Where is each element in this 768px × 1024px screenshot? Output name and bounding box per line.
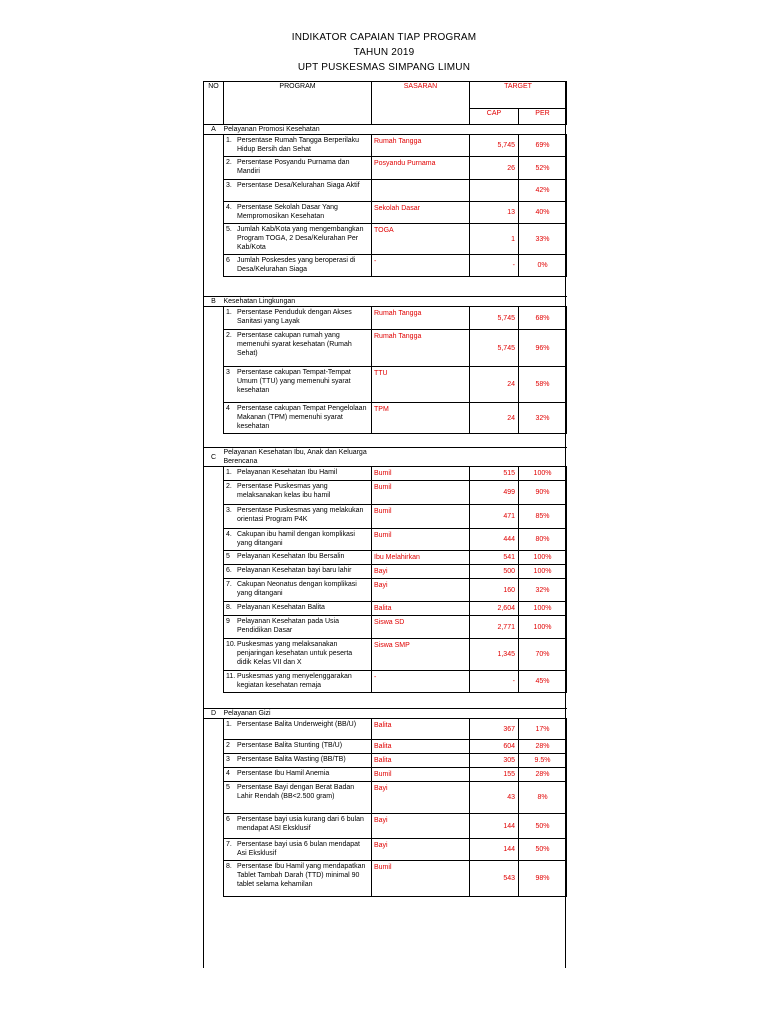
program-cell: [224, 754, 372, 768]
program-text: Persentase Penduduk dengan Akses Sanitasi yang Layak: [237, 309, 352, 325]
table-row: [204, 255, 567, 277]
table-row: [204, 579, 567, 602]
sasaran-cell: Bumil: [372, 861, 470, 897]
cap-cell: 144: [470, 839, 519, 861]
program-text: Jumlah Kab/Kota yang mengembangkan Program TOGA, 2 Desa/Kelurahan Per Kab/Kota: [237, 226, 364, 251]
row-spacer: [204, 307, 224, 330]
cap-cell: 543: [470, 861, 519, 897]
program-number: 5.: [226, 226, 232, 233]
per-cell: 50%: [519, 814, 567, 839]
table-row: [204, 403, 567, 434]
cap-cell: 499: [470, 481, 519, 505]
program-text: Pelayanan Kesehatan Ibu Hamil: [237, 469, 338, 476]
header-no: NO: [204, 82, 224, 125]
row-spacer: [204, 579, 224, 602]
program-text: Persentase Ibu Hamil yang mendapatkan Tablet Tambah Darah (TTD) minimal 90 tablet selama kehamilan: [237, 863, 366, 888]
cap-cell: 160: [470, 579, 519, 602]
program-cell: [224, 671, 372, 693]
table-row: [204, 202, 567, 224]
row-spacer: [204, 754, 224, 768]
table-row: [204, 602, 567, 616]
program-cell: [224, 551, 372, 565]
sasaran-cell: Bayi: [372, 579, 470, 602]
row-spacer: [204, 255, 224, 277]
program-number: 3: [226, 756, 230, 763]
row-spacer: [204, 202, 224, 224]
sasaran-cell: Bumil: [372, 768, 470, 782]
cap-cell: 5,745: [470, 135, 519, 157]
row-spacer: [204, 367, 224, 403]
table-row: [204, 481, 567, 505]
program-number: 6: [226, 816, 230, 823]
table-row: [204, 671, 567, 693]
sasaran-cell: Sekolah Dasar: [372, 202, 470, 224]
table-row: [204, 839, 567, 861]
row-spacer: [204, 814, 224, 839]
cap-cell: 43: [470, 782, 519, 814]
section-name: Pelayanan Kesehatan Ibu, Anak dan Keluarga Berencana: [224, 448, 567, 467]
program-number: 6.: [226, 567, 232, 574]
gap-cell: [204, 693, 567, 709]
per-cell: 100%: [519, 602, 567, 616]
cap-cell: 2,771: [470, 616, 519, 639]
per-cell: 0%: [519, 255, 567, 277]
program-number: 2.: [226, 332, 232, 339]
row-spacer: [204, 602, 224, 616]
cap-cell: 541: [470, 551, 519, 565]
program-text: Persentase bayi usia kurang dari 6 bulan mendapat ASI Eksklusif: [237, 816, 364, 832]
sasaran-cell: Balita: [372, 754, 470, 768]
per-cell: 98%: [519, 861, 567, 897]
section-header-row: [204, 448, 567, 467]
program-number: 1.: [226, 137, 232, 144]
program-text: Puskesmas yang melaksanakan penjaringan kesehatan untuk peserta didik Kelas VII dan X: [237, 641, 353, 666]
program-cell: [224, 255, 372, 277]
program-number: 2.: [226, 159, 232, 166]
table-row: [204, 814, 567, 839]
per-cell: 33%: [519, 224, 567, 255]
section-letter: A: [204, 125, 224, 135]
program-cell: [224, 180, 372, 202]
section-letter: B: [204, 297, 224, 307]
program-text: Pelayanan Kesehatan Balita: [237, 604, 325, 611]
row-spacer: [204, 768, 224, 782]
program-text: Puskesmas yang menyelenggarakan kegiatan kesehatan remaja: [237, 673, 352, 689]
sasaran-cell: Balita: [372, 602, 470, 616]
gap-cell: [204, 277, 567, 297]
program-number: 1.: [226, 469, 232, 476]
per-cell: 50%: [519, 839, 567, 861]
sasaran-cell: Siswa SMP: [372, 639, 470, 671]
program-text: Persentase cakupan rumah yang memenuhi syarat kesehatan (Rumah Sehat): [237, 332, 352, 357]
table-body: [204, 125, 567, 897]
program-number: 6: [226, 257, 230, 264]
sasaran-cell: Balita: [372, 719, 470, 740]
section-gap: [204, 693, 567, 709]
program-cell: [224, 467, 372, 481]
program-cell: [224, 814, 372, 839]
sasaran-cell: Bayi: [372, 814, 470, 839]
program-cell: [224, 565, 372, 579]
program-number: 10.: [226, 641, 236, 648]
table-row: [204, 768, 567, 782]
per-cell: 69%: [519, 135, 567, 157]
table-row: [204, 719, 567, 740]
program-number: 3.: [226, 507, 232, 514]
title-line-1: INDIKATOR CAPAIAN TIAP PROGRAM: [291, 32, 477, 43]
cap-cell: 2,604: [470, 602, 519, 616]
sasaran-cell: TTU: [372, 367, 470, 403]
section-name: Pelayanan Gizi: [224, 709, 567, 719]
program-cell: [224, 719, 372, 740]
header-cap: CAP: [470, 109, 519, 125]
program-text: Jumlah Poskesdes yang beroperasi di Desa/Kelurahan Siaga: [237, 257, 356, 273]
per-cell: 28%: [519, 740, 567, 754]
table-row: [204, 529, 567, 551]
sasaran-cell: Siswa SD: [372, 616, 470, 639]
table-row: [204, 740, 567, 754]
table-row: [204, 782, 567, 814]
program-text: Persentase Ibu Hamil Anemia: [237, 770, 330, 777]
cap-cell: 5,745: [470, 330, 519, 367]
program-text: Persentase cakupan Tempat-Tempat Umum (TTU) yang memenuhi syarat kesehatan: [237, 369, 351, 394]
program-text: Pelayanan Kesehatan bayi baru lahir: [237, 567, 352, 574]
section-header-row: [204, 125, 567, 135]
program-cell: [224, 135, 372, 157]
sasaran-cell: Bayi: [372, 565, 470, 579]
program-number: 4: [226, 770, 230, 777]
program-text: Persentase bayi usia 6 bulan mendapat Asi Eksklusif: [237, 841, 360, 857]
row-spacer: [204, 671, 224, 693]
sasaran-cell: Bayi: [372, 839, 470, 861]
program-cell: [224, 602, 372, 616]
program-number: 8.: [226, 604, 232, 611]
header-program: PROGRAM: [224, 82, 372, 125]
program-cell: [224, 224, 372, 255]
row-spacer: [204, 639, 224, 671]
program-cell: [224, 639, 372, 671]
program-number: 7.: [226, 841, 232, 848]
sasaran-cell: Ibu Melahirkan: [372, 551, 470, 565]
table-row: [204, 639, 567, 671]
cap-cell: [470, 180, 519, 202]
program-number: 5: [226, 784, 230, 791]
row-spacer: [204, 403, 224, 434]
section-header-row: [204, 297, 567, 307]
per-cell: 100%: [519, 551, 567, 565]
table-row: [204, 467, 567, 481]
per-cell: 58%: [519, 367, 567, 403]
per-cell: 17%: [519, 719, 567, 740]
program-text: Persentase Desa/Kelurahan Siaga Aktif: [237, 182, 360, 189]
row-spacer: [204, 861, 224, 897]
sasaran-cell: Rumah Tangga: [372, 307, 470, 330]
program-cell: [224, 616, 372, 639]
table-row: [204, 861, 567, 897]
program-number: 8.: [226, 863, 232, 870]
indicator-table: [203, 81, 567, 897]
per-cell: 40%: [519, 202, 567, 224]
section-gap: [204, 434, 567, 448]
program-text: Cakupan ibu hamil dengan komplikasi yang ditangani: [237, 531, 355, 547]
cap-cell: 13: [470, 202, 519, 224]
cap-cell: -: [470, 671, 519, 693]
per-cell: 100%: [519, 565, 567, 579]
per-cell: 90%: [519, 481, 567, 505]
row-spacer: [204, 719, 224, 740]
cap-cell: 5,745: [470, 307, 519, 330]
per-cell: 32%: [519, 403, 567, 434]
program-cell: [224, 367, 372, 403]
program-text: Persentase Rumah Tangga Berperilaku Hidup Bersih dan Sehat: [237, 137, 360, 153]
program-cell: [224, 740, 372, 754]
section-header-row: [204, 709, 567, 719]
table-row: [204, 754, 567, 768]
cap-cell: 155: [470, 768, 519, 782]
per-cell: 8%: [519, 782, 567, 814]
program-text: Persentase cakupan Tempat Pengelolaan Makanan (TPM) memenuhi syarat kesehatan: [237, 405, 367, 430]
title-line-3: UPT PUSKESMAS SIMPANG LIMUN: [297, 62, 471, 73]
section-gap: [204, 277, 567, 297]
program-text: Cakupan Neonatus dengan komplikasi yang ditangani: [237, 581, 357, 597]
cap-cell: 500: [470, 565, 519, 579]
program-cell: [224, 839, 372, 861]
per-cell: 52%: [519, 157, 567, 180]
per-cell: 80%: [519, 529, 567, 551]
program-text: Pelayanan Kesehatan Ibu Bersalin: [237, 553, 345, 560]
program-text: Persentase Balita Wasting (BB/TB): [237, 756, 346, 763]
program-cell: [224, 202, 372, 224]
per-cell: 28%: [519, 768, 567, 782]
row-spacer: [204, 551, 224, 565]
program-cell: [224, 768, 372, 782]
per-cell: 96%: [519, 330, 567, 367]
section-letter: D: [204, 709, 224, 719]
sasaran-cell: [372, 180, 470, 202]
row-spacer: [204, 180, 224, 202]
program-text: Persentase Puskesmas yang melakukan orientasi Program P4K: [237, 507, 364, 523]
program-number: 4.: [226, 531, 232, 538]
cap-cell: 24: [470, 367, 519, 403]
table-row: [204, 330, 567, 367]
sasaran-cell: Bumil: [372, 481, 470, 505]
program-text: Pelayanan Kesehatan pada Usia Pendidikan Dasar: [237, 618, 339, 634]
document-title: [0, 30, 768, 75]
sasaran-cell: Rumah Tangga: [372, 330, 470, 367]
sasaran-cell: -: [372, 671, 470, 693]
per-cell: 85%: [519, 505, 567, 529]
program-cell: [224, 481, 372, 505]
sasaran-cell: -: [372, 255, 470, 277]
row-spacer: [204, 224, 224, 255]
program-number: 7.: [226, 581, 232, 588]
cap-cell: 144: [470, 814, 519, 839]
program-number: 4.: [226, 204, 232, 211]
program-cell: [224, 782, 372, 814]
row-spacer: [204, 481, 224, 505]
program-text: Persentase Balita Stunting (TB/U): [237, 742, 343, 749]
row-spacer: [204, 330, 224, 367]
table-row: [204, 307, 567, 330]
program-number: 9: [226, 618, 230, 625]
sasaran-cell: TOGA: [372, 224, 470, 255]
row-spacer: [204, 157, 224, 180]
per-cell: 9.5%: [519, 754, 567, 768]
program-number: 3: [226, 369, 230, 376]
cap-cell: 1,345: [470, 639, 519, 671]
program-cell: [224, 505, 372, 529]
sasaran-cell: Bumil: [372, 505, 470, 529]
row-spacer: [204, 839, 224, 861]
program-cell: [224, 157, 372, 180]
program-number: 2: [226, 742, 230, 749]
cap-cell: 305: [470, 754, 519, 768]
cap-cell: 367: [470, 719, 519, 740]
per-cell: 100%: [519, 616, 567, 639]
program-text: Persentase Sekolah Dasar Yang Mempromosikan Kesehatan: [237, 204, 338, 220]
header-target: TARGET: [470, 82, 567, 109]
table-row: [204, 616, 567, 639]
program-cell: [224, 330, 372, 367]
table-row: [204, 565, 567, 579]
row-spacer: [204, 505, 224, 529]
program-cell: [224, 529, 372, 551]
cap-cell: 515: [470, 467, 519, 481]
cap-cell: 471: [470, 505, 519, 529]
cap-cell: 444: [470, 529, 519, 551]
program-cell: [224, 861, 372, 897]
program-number: 1.: [226, 721, 232, 728]
per-cell: 42%: [519, 180, 567, 202]
program-number: 4: [226, 405, 230, 412]
section-name: Kesehatan Lingkungan: [224, 297, 567, 307]
per-cell: 32%: [519, 579, 567, 602]
table-row: [204, 157, 567, 180]
row-spacer: [204, 782, 224, 814]
cap-cell: -: [470, 255, 519, 277]
sasaran-cell: Rumah Tangga: [372, 135, 470, 157]
program-number: 3.: [226, 182, 232, 189]
cap-cell: 1: [470, 224, 519, 255]
program-text: Persentase Posyandu Purnama dan Mandiri: [237, 159, 350, 175]
table-row: [204, 367, 567, 403]
program-cell: [224, 403, 372, 434]
per-cell: 100%: [519, 467, 567, 481]
program-number: 11.: [226, 673, 236, 680]
section-name: Pelayanan Promosi Kesehatan: [224, 125, 567, 135]
program-text: Persentase Bayi dengan Berat Badan Lahir Rendah (BB<2.500 gram): [237, 784, 355, 800]
cap-cell: 604: [470, 740, 519, 754]
sasaran-cell: TPM: [372, 403, 470, 434]
program-number: 2.: [226, 483, 232, 490]
row-spacer: [204, 565, 224, 579]
sasaran-cell: Posyandu Purnama: [372, 157, 470, 180]
row-spacer: [204, 529, 224, 551]
per-cell: 70%: [519, 639, 567, 671]
row-spacer: [204, 740, 224, 754]
section-letter: C: [204, 448, 224, 467]
per-cell: 68%: [519, 307, 567, 330]
program-number: 1.: [226, 309, 232, 316]
header-sasaran: SASARAN: [372, 82, 470, 125]
cap-cell: 26: [470, 157, 519, 180]
table-row: [204, 180, 567, 202]
row-spacer: [204, 467, 224, 481]
table-row: [204, 551, 567, 565]
program-text: Persentase Balita Underweight (BB/U): [237, 721, 357, 728]
table-row: [204, 505, 567, 529]
cap-cell: 24: [470, 403, 519, 434]
title-line-2: TAHUN 2019: [353, 47, 415, 58]
table-row: [204, 224, 567, 255]
gap-cell: [204, 434, 567, 448]
sasaran-cell: Bumil: [372, 529, 470, 551]
program-text: Persentase Puskesmas yang melaksanakan kelas ibu hamil: [237, 483, 331, 499]
row-spacer: [204, 135, 224, 157]
program-cell: [224, 307, 372, 330]
table-row: [204, 135, 567, 157]
sasaran-cell: Balita: [372, 740, 470, 754]
program-number: 5: [226, 553, 230, 560]
program-cell: [224, 579, 372, 602]
sasaran-cell: Bayi: [372, 782, 470, 814]
sasaran-cell: Bumil: [372, 467, 470, 481]
per-cell: 45%: [519, 671, 567, 693]
row-spacer: [204, 616, 224, 639]
header-per: PER: [519, 109, 567, 125]
